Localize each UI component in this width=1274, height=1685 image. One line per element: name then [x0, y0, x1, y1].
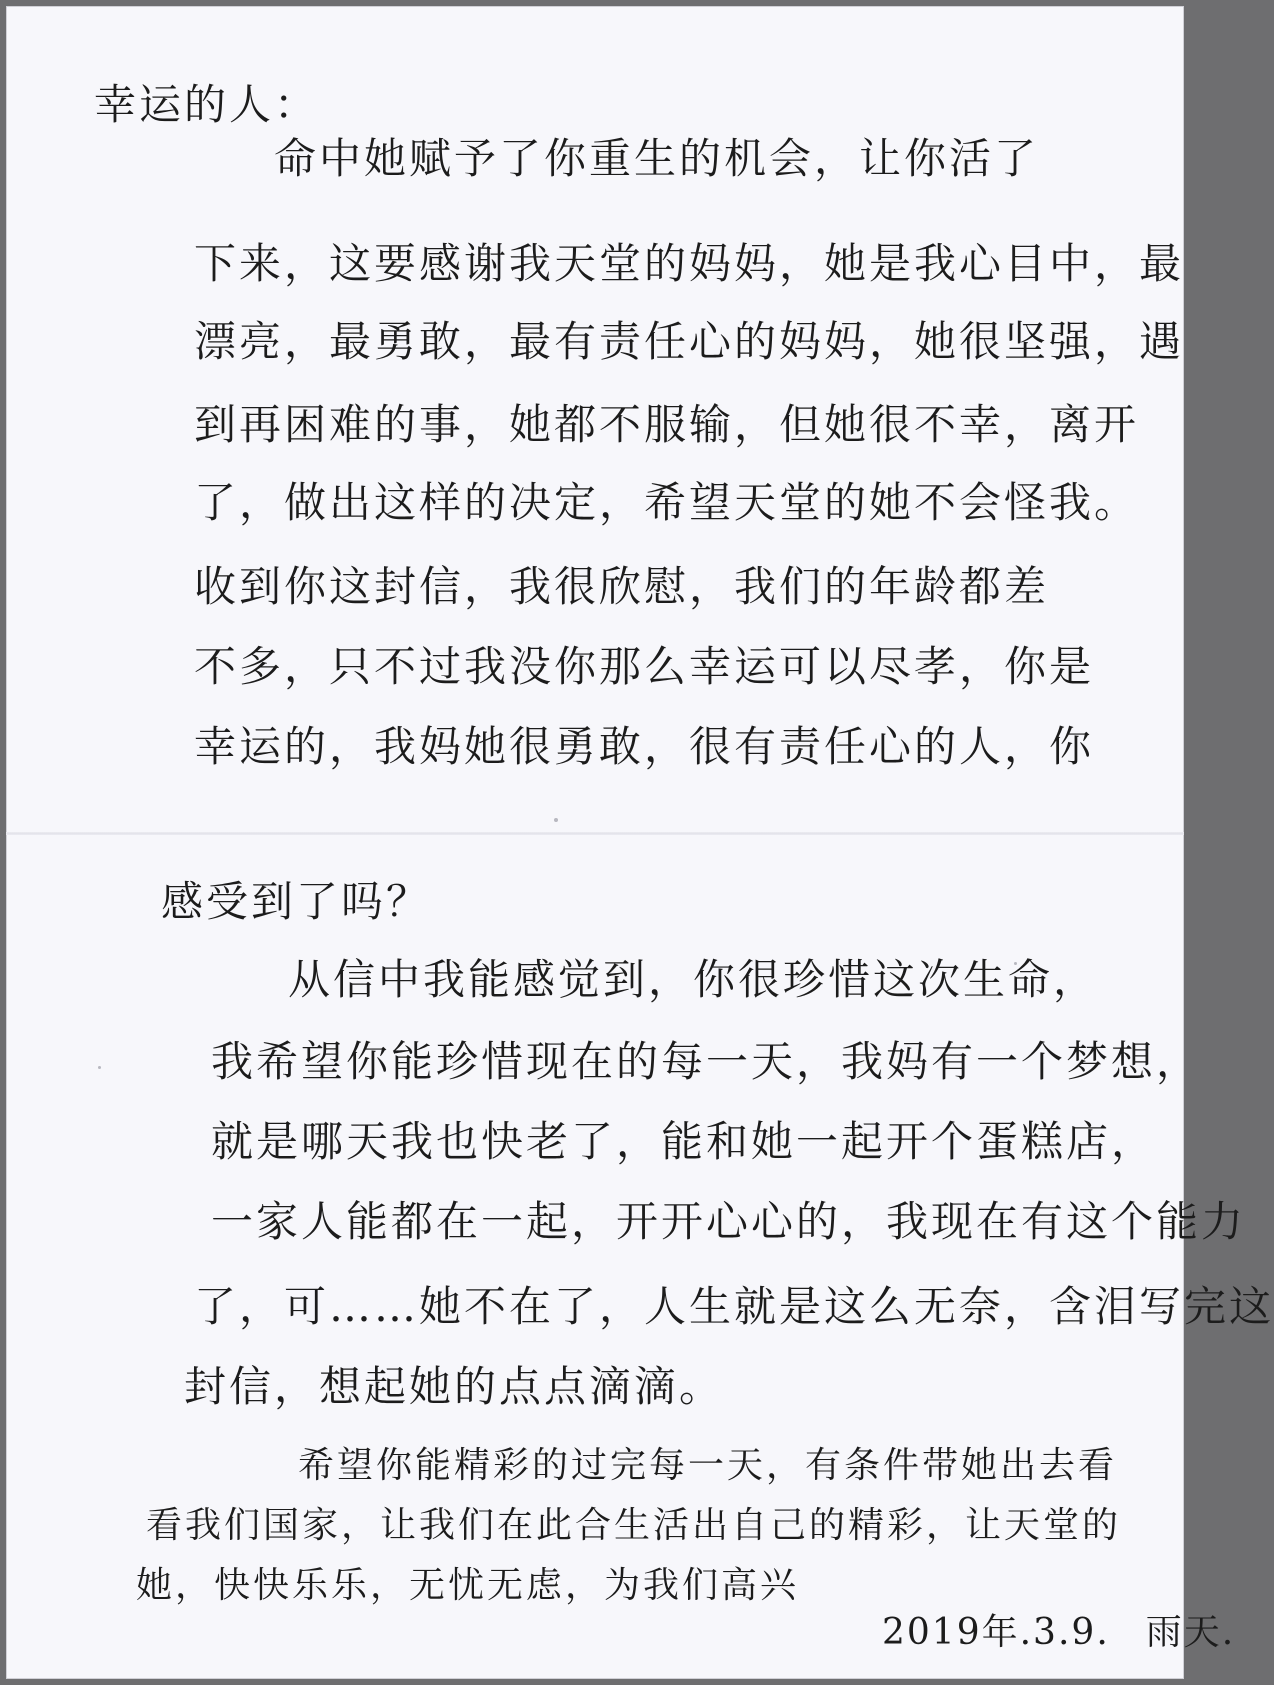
paper-fold-crease: [6, 832, 1184, 835]
letter-line: 感受到了吗？: [161, 877, 432, 926]
letter-line: 我希望你能珍惜现在的每一天，我妈有一个梦想，: [211, 1037, 1202, 1086]
letter-line: 从信中我能感觉到，你很珍惜这次生命，: [288, 955, 1099, 1004]
letter-line: 下来，这要感谢我天堂的妈妈，她是我心目中，最: [194, 239, 1185, 288]
letter-line: 不多，只不过我没你那么幸运可以尽孝，你是: [194, 642, 1095, 691]
letter-line: 了，可……她不在了，人生就是这么无奈，含泪写完这: [194, 1282, 1274, 1331]
letter-line: 了，做出这样的决定，希望天堂的她不会怪我。: [194, 478, 1140, 527]
letter-date: 2019年.3.9.: [882, 1612, 1110, 1653]
letter-page: [6, 6, 1274, 1679]
letter-author: 雨天.: [1145, 1612, 1236, 1653]
letter-line: 命中她赋予了你重生的机会，让你活了: [274, 134, 1040, 183]
letter-line: 收到你这封信，我很欣慰，我们的年龄都差: [194, 562, 1050, 611]
letter-signature: [882, 1604, 1235, 1655]
letter-line: 一家人能都在一起，开开心心的，我现在有这个能力: [211, 1197, 1247, 1246]
letter-line: 封信，想起她的点点滴滴。: [184, 1362, 725, 1411]
letter-line: 漂亮，最勇敢，最有责任心的妈妈，她很坚强，遇: [194, 317, 1185, 366]
paper-speck: [554, 818, 558, 822]
paper-speck: [98, 1066, 101, 1069]
letter-line: 希望你能精彩的过完每一天，有条件带她出去看: [298, 1445, 1118, 1486]
letter-line: 看我们国家，让我们在此合生活出自己的精彩，让天堂的: [146, 1505, 1122, 1546]
letter-line: 她，快快乐乐，无忧无虑，为我们高兴: [136, 1565, 800, 1606]
letter-line: 到再困难的事，她都不服输，但她很不幸，离开: [194, 400, 1140, 449]
letter-line: 就是哪天我也快老了，能和她一起开个蛋糕店，: [211, 1117, 1157, 1166]
letter-line: 幸运的，我妈她很勇敢，很有责任心的人，你: [194, 722, 1095, 771]
letter-salutation: 幸运的人：: [94, 80, 320, 129]
